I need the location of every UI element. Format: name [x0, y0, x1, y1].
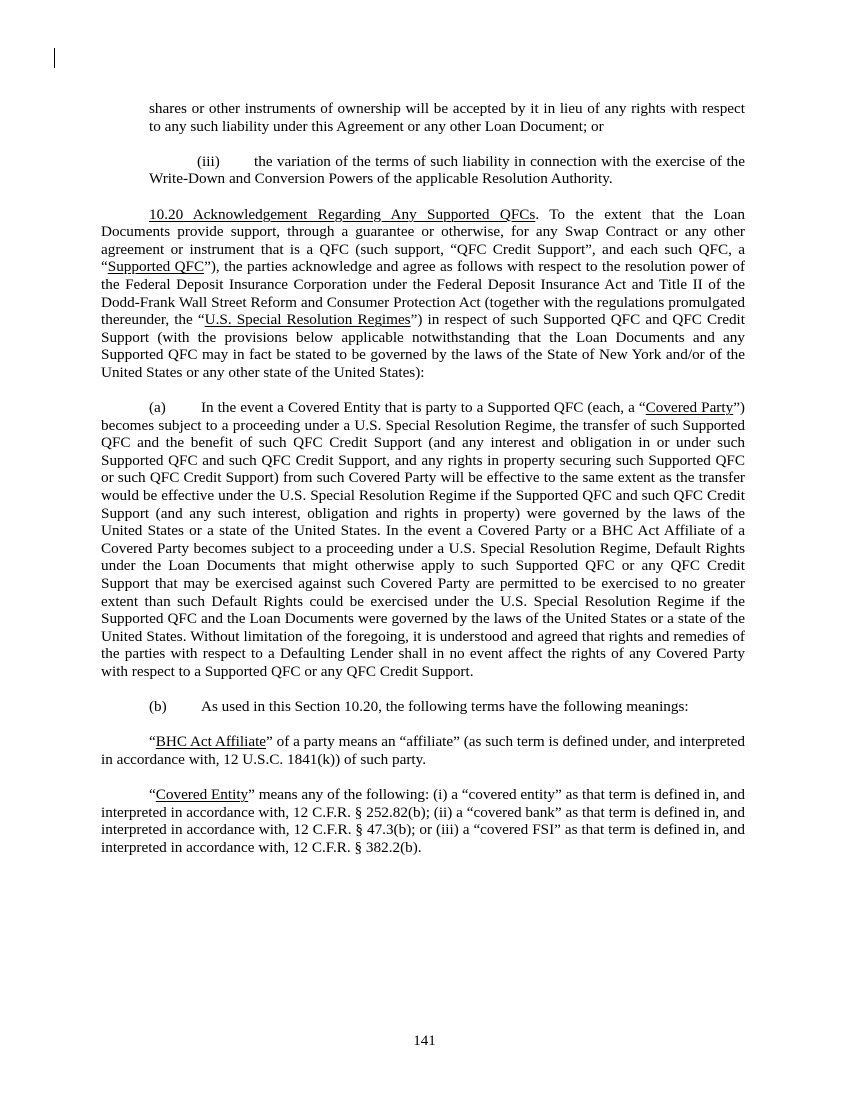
section-text-1: . To the extent that the Loan Documents provide support, through a guarantee or otherwise, for any Swap Contract or any other agreement or instrument that is a QFC (such support, “QFC Credit Support”, and each such QFC, a “: [101, 205, 745, 276]
clause-iii-paragraph: [149, 153, 745, 188]
clause-a-label: (a): [149, 399, 166, 417]
section-10-20-paragraph: [101, 206, 745, 382]
definition-open-quote: “: [149, 733, 156, 751]
continuation-text: shares or other instruments of ownership will be accepted by it in lieu of any rights with respect to any such liability under this Agreement or any other Loan Document; or: [149, 100, 745, 135]
document-body: [101, 100, 745, 874]
term-supported-qfc: Supported QFC: [107, 258, 205, 276]
continuation-paragraph: [149, 100, 745, 135]
definition-covered-entity-text: ” means any of the following: (i) a “covered entity” as that term is defined in, and interpreted in accordance with, 12 C.F.R. § 252.82(b); (ii) a “covered bank” as that term is defined in, and interpreted in accordance with, 12 C.F.R. § 47.3(b); or (iii) a “covered FSI” as that term is defined in, and interpreted in accordance with, 12 C.F.R. § 382.2(b).: [101, 786, 746, 856]
clause-a-paragraph: [101, 399, 745, 681]
clause-a-text-2: ”) becomes subject to a proceeding under a U.S. Special Resolution Regime, the transfer of such Supported QFC and the benefit of such QFC Credit Support (and any interest and obligation in or under such Supported QFC and such QFC Credit Support, and any rights in property securing such Supported QFC or such QFC Credit Support) from such Covered Party will be effective to the same extent as the transfer would be effective under the U.S. Special Resolution Regime if the Supported QFC and such QFC Credit Support (and any such interest, obligation and rights in property) were governed by the laws of the United States or a state of the United States. In the event a Covered Party or a BHC Act Affiliate of a Covered Party becomes subject to a proceeding under a U.S. Special Resolution Regime, Default Rights under the Loan Documents that might otherwise apply to such Supported QFC or any QFC Credit Support that may be exercised against such Covered Party are permitted to be exercised to no greater extent than such Default Rights could be exercised under the U.S. Special Resolution Regime if the Supported QFC and the Loan Documents were governed by the laws of the United States or a state of the United States. Without limitation of the foregoing, it is understood and agreed that rights and remedies of the parties with respect to a Defaulting Lender shall in no event affect the rights of any Covered Party with respect to a Supported QFC or any QFC Credit Support.: [101, 399, 745, 680]
page-number: 141: [413, 1033, 436, 1049]
section-text-3: ”) in respect of such Supported QFC and QFC Credit Support (with the provisions below applicable notwithstanding that the Loan Documents and any Supported QFC may in fact be stated to be governed by the laws of the State of New York and/or of the United States or any other state of the United States):: [101, 311, 745, 381]
definition-covered-entity: [101, 786, 745, 856]
section-heading: 10.20 Acknowledgement Regarding Any Supported QFCs: [149, 205, 536, 223]
clause-b-paragraph: [101, 698, 745, 716]
clause-iii-text: the variation of the terms of such liability in connection with the exercise of the Write-Down and Conversion Powers of the applicable Resolution Authority.: [149, 152, 745, 188]
definition-open-quote: “: [149, 786, 156, 804]
definition-bhc-act-affiliate: [101, 733, 745, 768]
revision-bar: [54, 48, 55, 68]
clause-a-text-1: In the event a Covered Entity that is party to a Supported QFC (each, a “: [201, 399, 646, 417]
clause-b-label: (b): [149, 698, 167, 716]
term-covered-party: Covered Party: [645, 399, 734, 417]
clause-b-text: As used in this Section 10.20, the following terms have the following meanings:: [201, 698, 689, 716]
term-covered-entity: Covered Entity: [155, 786, 249, 804]
term-us-special-resolution-regimes: U.S. Special Resolution Regimes: [204, 311, 411, 329]
clause-iii-label: (iii): [197, 152, 220, 170]
term-bhc-act-affiliate: BHC Act Affiliate: [155, 733, 267, 751]
section-text-2: ”), the parties acknowledge and agree as follows with respect to the resolution power of the Federal Deposit Insurance Corporation under the Federal Deposit Insurance Act and Title II of the Dodd-Frank Wall Street Reform and Consumer Protection Act (together with the regulations promulgated thereunder, the “: [101, 258, 745, 329]
definition-bhc-text: ” of a party means an “affiliate” (as such term is defined under, and interpreted in accordance with, 12 U.S.C. 1841(k)) of such party.: [101, 733, 745, 768]
